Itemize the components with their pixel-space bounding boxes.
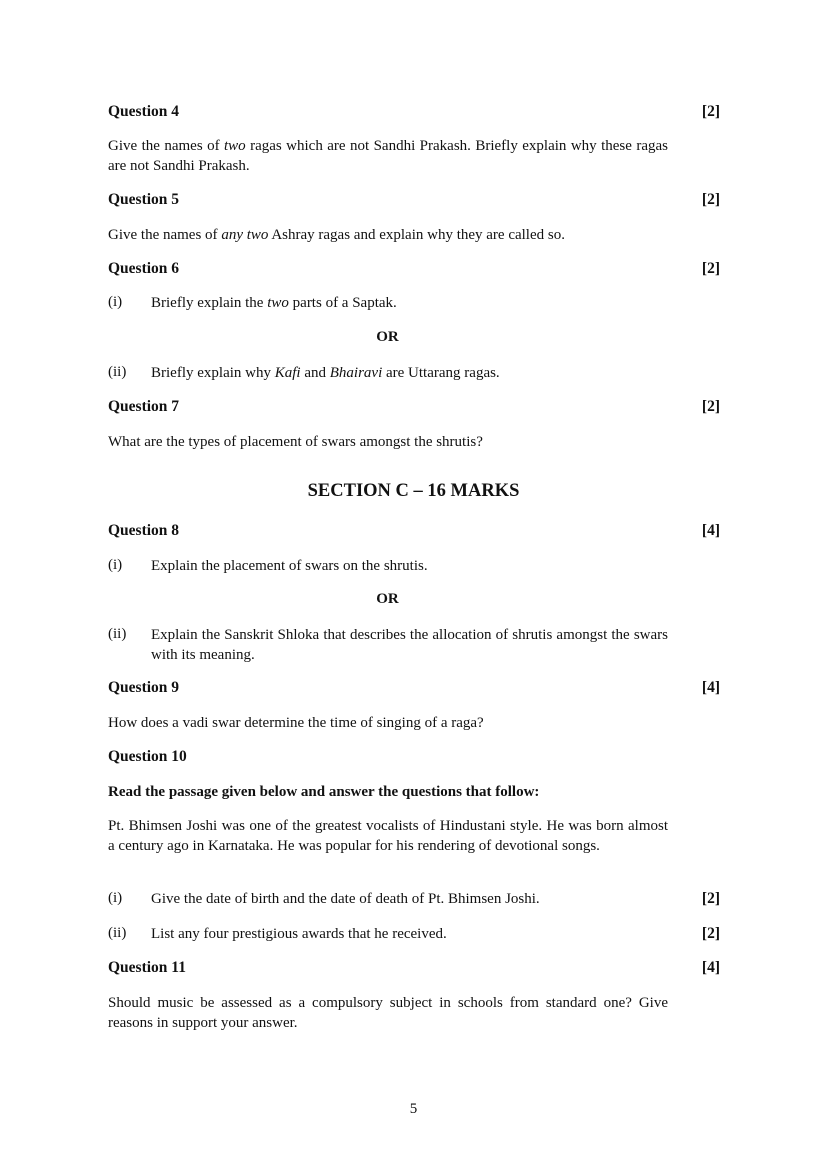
question-8-title: Question 8 (108, 522, 180, 539)
question-8-marks: [4] (701, 522, 720, 539)
question-8-or: OR (376, 591, 399, 607)
question-6-ii-text: Briefly explain why Kafi and Bhairavi are Uttarang ragas. (151, 365, 500, 381)
section-c-heading: SECTION C – 16 MARKS (307, 481, 520, 501)
question-10-instruction: Read the passage given below and answer the questions that follow: (108, 784, 540, 800)
question-4-title: Question 4 (108, 103, 180, 120)
question-10-i-marks: [2] (701, 890, 720, 907)
question-9-marks: [4] (701, 679, 720, 696)
question-8-ii-text: Explain the Sanskrit Shloka that describes the allocation of shrutis amongst the swars with its meaning. (151, 627, 668, 663)
question-10-ii-marks: [2] (701, 925, 720, 942)
question-7-marks: [2] (701, 398, 720, 415)
question-8-i-number: (i) (108, 557, 123, 573)
question-4-marks: [2] (701, 103, 720, 120)
question-8-i-text: Explain the placement of swars on the shrutis. (151, 558, 428, 574)
question-9-text: How does a vadi swar determine the time of singing of a raga? (108, 715, 484, 731)
question-7-text: What are the types of placement of swars amongst the shrutis? (108, 434, 483, 450)
question-10-title: Question 10 (108, 748, 187, 765)
question-10-i-number: (i) (108, 890, 123, 906)
question-6-title: Question 6 (108, 260, 180, 277)
question-6-i-text: Briefly explain the two parts of a Saptak. (151, 295, 397, 311)
question-6-or: OR (376, 329, 399, 345)
question-6-marks: [2] (701, 260, 720, 277)
question-4-text: Give the names of two ragas which are not Sandhi Prakash. Briefly explain why these ragas are not Sandhi Prakash. (108, 138, 668, 174)
question-11-marks: [4] (701, 959, 720, 976)
question-8-ii-number: (ii) (108, 626, 127, 642)
question-10-ii-number: (ii) (108, 925, 127, 941)
question-10-ii-text: List any four prestigious awards that he received. (151, 926, 447, 942)
question-5-text: Give the names of any two Ashray ragas and explain why they are called so. (108, 227, 565, 243)
question-10-i-text: Give the date of birth and the date of death of Pt. Bhimsen Joshi. (151, 891, 540, 907)
question-6-i-number: (i) (108, 294, 123, 310)
question-6-ii-number: (ii) (108, 364, 127, 380)
question-5-title: Question 5 (108, 191, 180, 208)
question-10-passage: Pt. Bhimsen Joshi was one of the greatest vocalists of Hindustani style. He was born almost a century ago in Karnataka. He was popular for his rendering of devotional songs. (108, 818, 668, 854)
page-number: 5 (409, 1101, 418, 1117)
question-9-title: Question 9 (108, 679, 180, 696)
question-11-title: Question 11 (108, 959, 186, 976)
question-7-title: Question 7 (108, 398, 180, 415)
question-5-marks: [2] (701, 191, 720, 208)
question-11-text: Should music be assessed as a compulsory subject in schools from standard one? Give reasons in support your answer. (108, 995, 668, 1031)
